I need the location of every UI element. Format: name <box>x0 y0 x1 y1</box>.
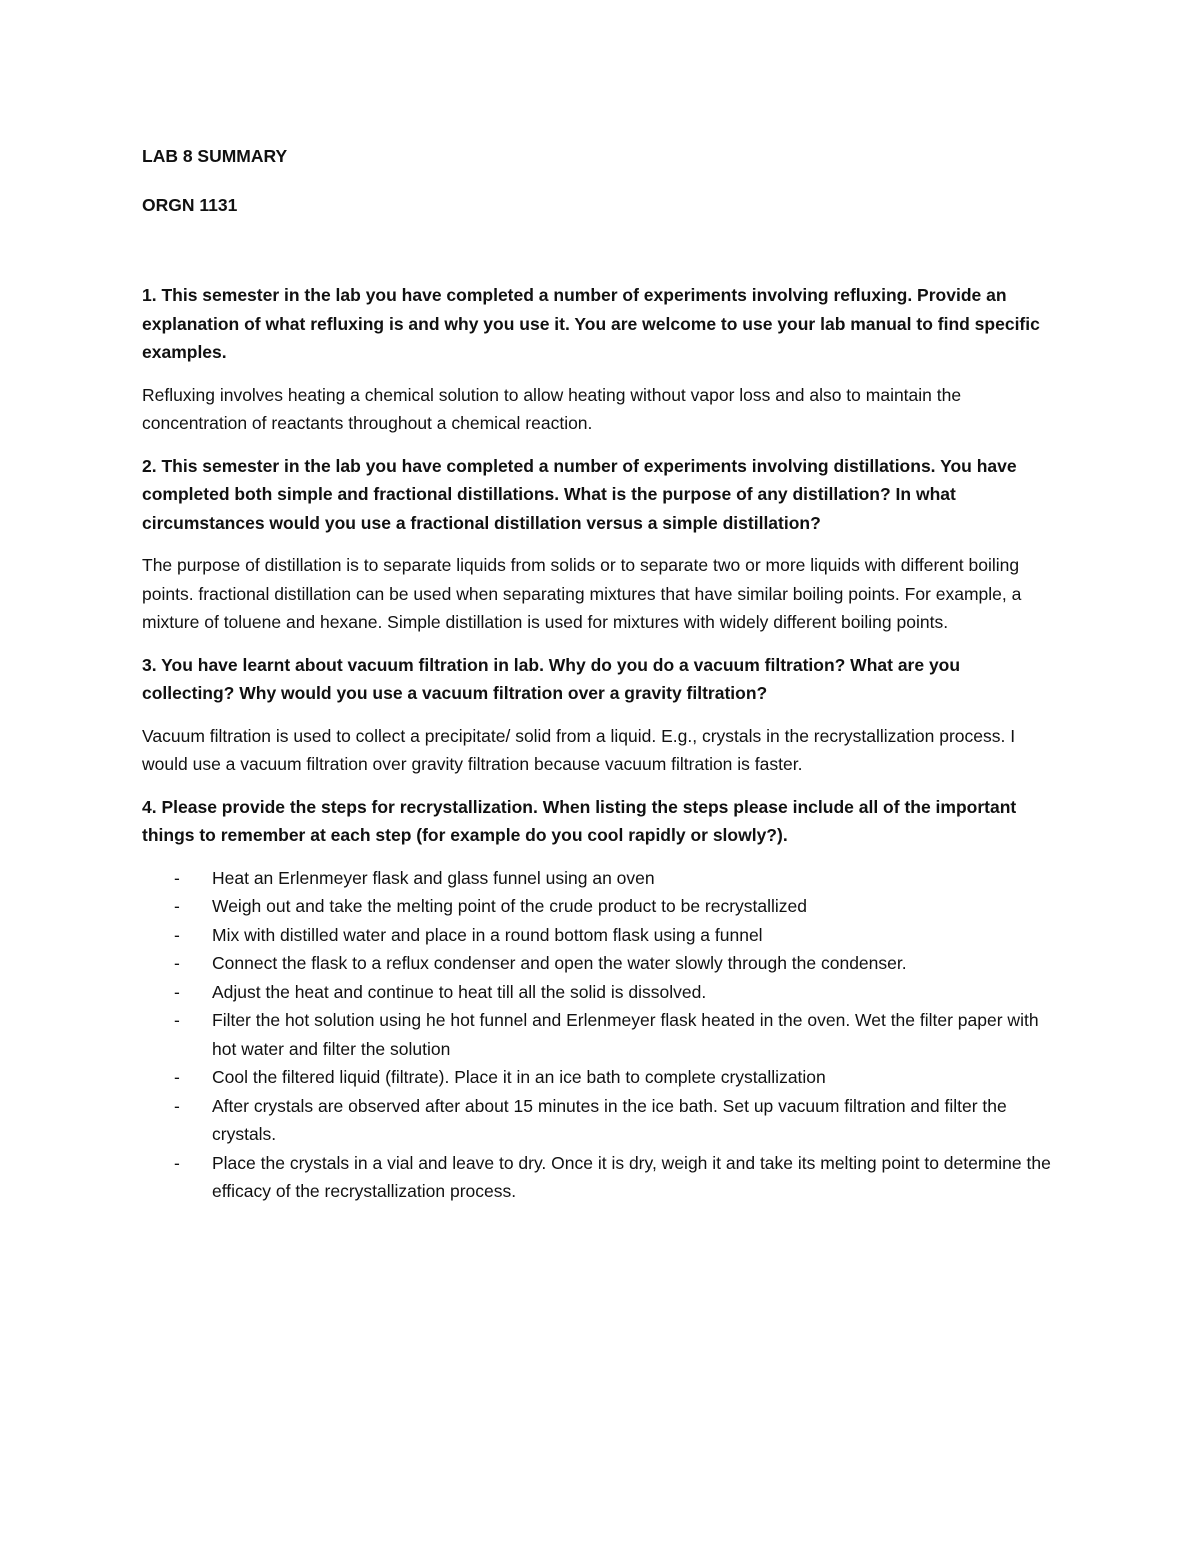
bullet-dash: - <box>174 867 180 888</box>
step-text: After crystals are observed after about 15 minutes in the ice bath. Set up vacuum filtration and filter the crystals. <box>212 1095 1007 1144</box>
question-4: 4. Please provide the steps for recrystallization. When listing the steps please include all of the important things to remember at each step (for example do you cool rapidly or slowly?). <box>142 796 1017 845</box>
bullet-dash: - <box>174 1095 180 1116</box>
question-2: 2. This semester in the lab you have completed a number of experiments involving distillations. You have completed both simple and fractional distillations. What is the purpose of any distillation? In what circumstances would you use a fractional distillation versus a simple distillation? <box>142 455 1017 533</box>
answer-2: The purpose of distillation is to separate liquids from solids or to separate two or more liquids with different boiling points. fractional distillation can be used when separating mixtures that have similar boiling points. For example, a mixture of toluene and hexane. Simple distillation is used for mixtures with widely different boiling points. <box>142 555 1022 632</box>
step-text: Mix with distilled water and place in a round bottom flask using a funnel <box>212 924 763 945</box>
answer-3: Vacuum filtration is used to collect a precipitate/ solid from a liquid. E.g., crystals in the recrystallization process. I would use a vacuum filtration over gravity filtration because vacuum filtration is faster. <box>142 725 1016 774</box>
document-body <box>142 142 1057 1206</box>
step-text: Adjust the heat and continue to heat till all the solid is dissolved. <box>212 981 707 1002</box>
list-item <box>142 1149 1057 1206</box>
document-title: LAB 8 SUMMARY <box>142 146 288 166</box>
list-item <box>142 892 1057 921</box>
question-1: 1. This semester in the lab you have completed a number of experiments involving refluxing. Provide an explanation of what refluxing is and why you use it. You are welcome to use your lab manual to find specific examples. <box>142 285 1040 362</box>
bullet-dash: - <box>174 924 180 945</box>
question-3: 3. You have learnt about vacuum filtration in lab. Why do you do a vacuum filtration? What are you collecting? Why would you use a vacuum filtration over a gravity filtration? <box>142 654 961 703</box>
list-item <box>142 978 1057 1007</box>
recrystallization-steps-list <box>142 864 1057 1206</box>
bullet-dash: - <box>174 953 180 973</box>
step-text: Weigh out and take the melting point of the crude product to be recrystallized <box>212 896 808 916</box>
course-code: ORGN 1131 <box>142 194 238 215</box>
bullet-dash: - <box>174 1010 180 1030</box>
list-item <box>142 1006 1057 1063</box>
step-text: Filter the hot solution using he hot funnel and Erlenmeyer flask heated in the oven. Wet the filter paper with hot water and filter the solution <box>212 1010 1039 1059</box>
step-text: Cool the filtered liquid (filtrate). Place it in an ice bath to complete crystallization <box>212 1067 826 1087</box>
answer-1: Refluxing involves heating a chemical solution to allow heating without vapor loss and also to maintain the concentration of reactants throughout a chemical reaction. <box>142 384 962 433</box>
step-text: Place the crystals in a vial and leave to dry. Once it is dry, weigh it and take its melting point to determine the efficacy of the recrystallization process. <box>212 1152 1051 1201</box>
bullet-dash: - <box>174 981 180 1002</box>
bullet-dash: - <box>174 896 180 916</box>
step-text: Connect the flask to a reflux condenser and open the water slowly through the condenser. <box>212 953 907 973</box>
bullet-dash: - <box>174 1152 180 1173</box>
list-item <box>142 1063 1057 1092</box>
step-text: Heat an Erlenmeyer flask and glass funnel using an oven <box>212 867 655 888</box>
list-item <box>142 921 1057 950</box>
bullet-dash: - <box>174 1067 180 1087</box>
list-item <box>142 864 1057 893</box>
list-item <box>142 949 1057 978</box>
list-item <box>142 1092 1057 1149</box>
